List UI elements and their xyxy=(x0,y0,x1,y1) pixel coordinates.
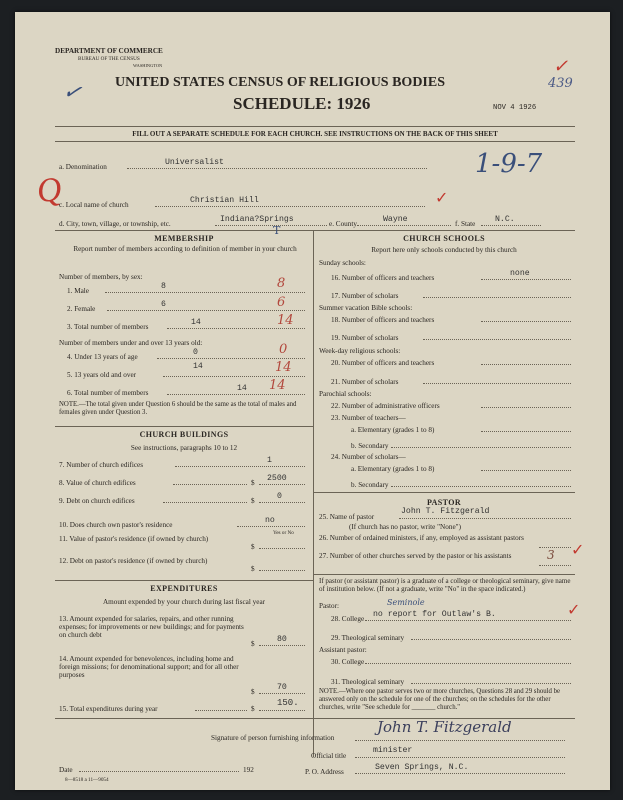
weekday-label: Week-day religious schools: xyxy=(319,347,401,355)
year-label: 192 xyxy=(243,766,254,774)
q3-label: 3. Total number of members xyxy=(67,323,149,331)
q28-hand: Seminole xyxy=(387,598,425,607)
q6-hand: 14 xyxy=(269,378,286,393)
q23b-label: b. Secondary xyxy=(351,442,389,450)
q8-value: 2500 xyxy=(267,474,287,483)
q16-value: none xyxy=(510,269,530,278)
q26-label: 26. Number of ordained ministers, if any, employed as assistant pastors xyxy=(319,534,524,542)
address-label: P. O. Address xyxy=(305,768,344,776)
q5-hand: 14 xyxy=(275,360,292,375)
q13-value: 80 xyxy=(277,635,287,644)
city-value: Indiana?Springs xyxy=(220,215,294,224)
membership-sub: Report number of members according to definition of member in your church xyxy=(73,245,297,253)
schools-title: CHURCH SCHOOLS xyxy=(403,234,485,243)
q8-label: 8. Value of church edifices xyxy=(59,479,136,487)
address-value: Seven Springs, N.C. xyxy=(375,763,469,772)
blue-check-mark: ✓ xyxy=(60,78,84,107)
q24a-label: a. Elementary (grades 1 to 8) xyxy=(351,465,435,473)
q17-label: 17. Number of scholars xyxy=(331,292,399,300)
q25-value: John T. Fitzgerald xyxy=(401,507,490,516)
form-title: UNITED STATES CENSUS OF RELIGIOUS BODIES xyxy=(115,75,446,90)
q12-dollar: $ xyxy=(251,565,255,573)
q19-label: 19. Number of scholars xyxy=(331,334,399,342)
q18-label: 18. Number of officers and teachers xyxy=(331,316,435,324)
q25-label: 25. Name of pastor xyxy=(319,513,375,521)
q11-label: 11. Value of pastor's residence (if owned by church) xyxy=(59,535,209,543)
q28-value: no report for Outlaw's B. xyxy=(373,610,496,619)
by-sex-label: Number of members, by sex: xyxy=(59,273,143,281)
buildings-title: CHURCH BUILDINGS xyxy=(139,430,229,439)
q2-label: 2. Female xyxy=(67,305,96,313)
date-stamp: NOV 4 1926 xyxy=(493,104,537,112)
print-code: 8—8518 a 11—9054 xyxy=(65,777,109,783)
state-value: N.C. xyxy=(495,215,515,224)
church-name-label: c. Local name of church xyxy=(59,201,129,209)
expenditures-sub: Amount expended by your church during last fiscal year xyxy=(102,598,266,606)
q22-label: 22. Number of administrative officers xyxy=(331,402,440,410)
serial-number: 439 xyxy=(548,76,573,91)
q14-label: 14. Amount expended for benevolences, including home and foreign missions; for denominational support; and for all other purposes xyxy=(59,655,239,680)
q27-label: 27. Number of other churches served by the pastor or his assistants xyxy=(319,552,512,560)
pastor-sublabel: Pastor: xyxy=(319,602,339,610)
church-name-value: Christian Hill xyxy=(190,196,259,205)
q27-value: 3 xyxy=(547,548,555,562)
schedule-title: SCHEDULE: 1926 xyxy=(233,94,371,113)
q23a-label: a. Elementary (grades 1 to 8) xyxy=(351,426,435,434)
q11-dollar: $ xyxy=(251,543,255,551)
q6-label: 6. Total number of members xyxy=(67,389,149,397)
q3-typed: 14 xyxy=(191,318,201,327)
q15-label: 15. Total expenditures during year xyxy=(59,705,158,713)
q3-hand: 14 xyxy=(277,313,294,328)
q5-typed: 14 xyxy=(193,362,203,371)
q24-label: 24. Number of scholars— xyxy=(331,453,406,461)
q14-dollar: $ xyxy=(251,688,255,696)
pastor-title: PASTOR xyxy=(426,498,462,507)
q23-label: 23. Number of teachers— xyxy=(331,414,406,422)
schools-sub: Report here only schools conducted by this church xyxy=(371,246,517,254)
expenditures-title: EXPENDITURES xyxy=(150,584,218,593)
red-circle-mark: Q xyxy=(34,170,64,211)
q5-label: 5. 13 years old and over xyxy=(67,371,137,379)
q30-label: 30. College xyxy=(331,658,365,666)
dept-name: DEPARTMENT OF COMMERCE xyxy=(55,47,163,55)
q4-typed: 0 xyxy=(193,348,198,357)
final-note: NOTE.—Where one pastor serves two or more churches, Questions 28 and 29 should be answered only on the schedule for one of the churches; on the schedules for the other churches, write "See schedule for _______ church." xyxy=(319,688,561,712)
red-check-mark: ✓ xyxy=(553,56,569,76)
buildings-sub: See instructions, paragraphs 10 to 12 xyxy=(130,444,238,452)
q31-label: 31. Theological seminary xyxy=(331,678,405,686)
q15-value: 150. xyxy=(277,698,299,708)
membership-title: MEMBERSHIP xyxy=(154,234,214,243)
q4-label: 4. Under 13 years of age xyxy=(67,353,138,361)
q7-value: 1 xyxy=(267,456,272,465)
q1-label: 1. Male xyxy=(67,287,89,295)
q6-typed: 14 xyxy=(237,384,247,393)
yes-no-hint: Yes or No xyxy=(273,530,294,536)
q21-label: 21. Number of scholars xyxy=(331,378,399,386)
q12-label: 12. Debt on pastor's residence (if owned by church) xyxy=(59,557,208,565)
q15-dollar: $ xyxy=(251,705,255,713)
q9-dollar: $ xyxy=(251,497,255,505)
q2-hand: 6 xyxy=(277,295,286,310)
q20-label: 20. Number of officers and teachers xyxy=(331,359,435,367)
age-head-label: Number of members under and over 13 years old: xyxy=(59,339,203,347)
signature-hand: John T. Fitzgerald xyxy=(377,718,512,736)
official-title-value: minister xyxy=(373,746,413,755)
q13-dollar: $ xyxy=(251,640,255,648)
q1-hand: 8 xyxy=(277,276,286,291)
q29-label: 29. Theological seminary xyxy=(331,634,405,642)
q8-dollar: $ xyxy=(251,479,255,487)
q9-value: 0 xyxy=(277,492,282,501)
parochial-label: Parochial schools: xyxy=(319,390,372,398)
t-mark: T xyxy=(273,224,281,237)
red-tick-q27: ✓ xyxy=(571,542,585,559)
summer-label: Summer vacation Bible schools: xyxy=(319,304,413,312)
hand-code: 1-9-7 xyxy=(475,149,543,179)
denomination-value: Universalist xyxy=(165,158,224,167)
q16-label: 16. Number of officers and teachers xyxy=(331,274,435,282)
q14-value: 70 xyxy=(277,683,287,692)
census-schedule-sheet xyxy=(15,12,610,790)
q2-typed: 6 xyxy=(161,300,166,309)
seminary-note: If pastor (or assistant pastor) is a graduate of a college or theological seminary, give name of institution below. (If not a graduate, write "No" in the space indicated.) xyxy=(319,577,571,594)
red-tick-church: ✓ xyxy=(435,190,449,207)
county-value: Wayne xyxy=(383,215,408,224)
q28-label: 28. College xyxy=(331,615,365,623)
q13-label: 13. Amount expended for salaries, repairs, and other running expenses; for improvements or new buildings; and for payments on church debt xyxy=(59,615,244,640)
q10-value: no xyxy=(265,516,275,525)
q1-typed: 8 xyxy=(161,282,166,291)
county-label: e. County xyxy=(329,220,357,228)
city-name: WASHINGTON xyxy=(133,63,163,68)
q4-hand: 0 xyxy=(279,342,288,357)
signature-label: Signature of person furnishing information xyxy=(211,734,335,742)
city-label: d. City, town, village, or township, etc. xyxy=(59,220,171,228)
membership-note: NOTE.—The total given under Question 6 should be the same as the total of males and females given under Question 3. xyxy=(59,401,297,417)
assistant-sublabel: Assistant pastor: xyxy=(319,646,367,654)
red-tick-q28: ✓ xyxy=(567,602,581,619)
state-label: f. State xyxy=(455,220,476,228)
official-title-label: Official title xyxy=(311,752,347,760)
q10-label: 10. Does church own pastor's residence xyxy=(59,521,173,529)
q7-label: 7. Number of church edifices xyxy=(59,461,144,469)
q24b-label: b. Secondary xyxy=(351,481,389,489)
q25-note: (If church has no pastor, write "None") xyxy=(349,523,461,531)
denomination-label: a. Denomination xyxy=(59,163,107,171)
instruction-line: FILL OUT A SEPARATE SCHEDULE FOR EACH CHURCH. SEE INSTRUCTIONS ON THE BACK OF THIS SHEET xyxy=(132,130,498,138)
bureau-name: BUREAU OF THE CENSUS xyxy=(78,56,140,62)
q9-label: 9. Debt on church edifices xyxy=(59,497,135,505)
sunday-label: Sunday schools: xyxy=(319,259,366,267)
date-label: Date xyxy=(59,766,73,774)
